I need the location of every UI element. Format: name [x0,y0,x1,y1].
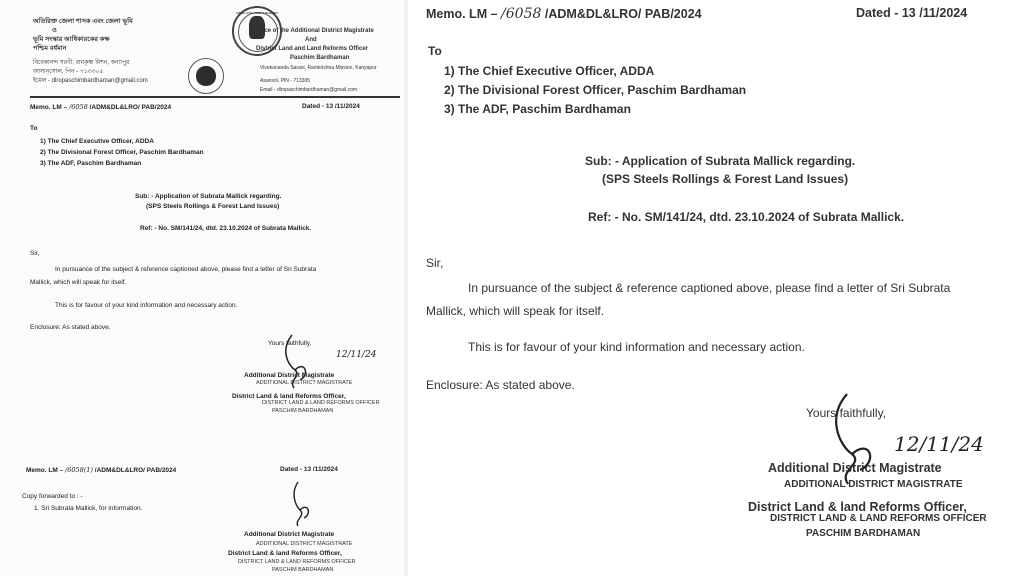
office-address: Vivekananda Sarani, Ramkrishna Mission, Kanyapur [260,65,377,71]
office-seal-text: Office of the ADM & DL&LRO [236,11,278,15]
zoom-recipient-3: 3) The ADF, Paschim Bardhaman [444,102,631,116]
copy-sign-title1: Additional District Magistrate [244,531,335,538]
copy-dated-value: 13 /11/2024 [303,466,338,473]
reference-line: Ref: - No. SM/141/24, dtd. 23.10.2024 of Subrata Mallick. [140,225,312,232]
copy-sign-title2: District Land & land Reforms Officer, [228,550,342,557]
sign-title1: Additional District Magistrate [244,372,335,379]
salutation: Sir, [30,250,40,257]
copy-memo-label: Memo. LM – [26,467,64,474]
zoom-closing: Yours faithfully, [806,406,887,420]
copy-dated-line [280,466,338,473]
zoom-dated-line [856,6,967,20]
zoom-subject-line1: Sub: - Application of Subrata Mallick regarding. [585,154,856,168]
sign-title2: District Land & land Reforms Officer, [232,393,346,400]
copy-stamp-line1: ADDITIONAL DISTRICT MAGISTRATE [256,541,353,547]
office-pin: Asansol, PIN - 713305 [260,78,311,84]
zoom-salutation: Sir, [426,256,444,270]
letterhead-rule [30,96,400,98]
copy-memo-suffix: /ADM&DL&LRO/ PAB/2024 [94,467,177,474]
stamp-line3: PASCHIM BARDHAMAN [272,408,334,414]
copy-item-1: 1. Sri Subrata Mallick, for information. [34,505,143,512]
office-line1: Office of the Additional District Magistrate [254,28,374,34]
memo-line [30,103,171,111]
zoom-stamp-line3: PASCHIM BARDHAMAN [806,528,921,539]
to-label: To [30,125,38,132]
zoom-body-paragraph1-cont: Mallick, which will speak for itself. [426,304,605,318]
zoom-enclosure: Enclosure: As stated above. [426,378,575,392]
subject-line2: (SPS Steels Rollings & Forest Land Issues) [146,203,280,210]
zoom-sign-title1: Additional District Magistrate [768,461,942,475]
zoom-memo-label: Memo. LM – [426,7,498,21]
office-email: Email - dlropaschimbardhaman@gmail.com [260,87,358,93]
zoom-sign-title2: District Land & land Reforms Officer, [748,500,967,514]
zoom-dated-value: 13 /11/2024 [901,6,968,20]
zoom-stamp-line2: DISTRICT LAND & LAND REFORMS OFFICER [770,513,987,524]
letter-scan-full [0,0,405,576]
zoom-reference-line: Ref: - No. SM/141/24, dtd. 23.10.2024 of Subrata Mallick. [588,210,905,224]
zoom-memo-line [426,6,702,22]
closing: Yours faithfully, [268,340,312,347]
bengali-address-line2: আসানসোল, পিন - ৭১৩৩০৫ [33,69,104,75]
stamp-line2: DISTRICT LAND & LAND REFORMS OFFICER [262,400,380,406]
copy-stamp-line2: DISTRICT LAND & LAND REFORMS OFFICER [238,559,356,565]
body-paragraph1-cont: Mallick, which will speak for itself. [30,279,127,286]
bengali-heading-line3: ভূমি সংস্কার আধিকারকের কক্ষ [33,36,110,43]
dated-value: 13 /11/2024 [325,103,360,110]
copy-stamp-line3: PASCHIM BARDHAMAN [272,567,334,573]
copy-forwarded-label: Copy forwarded to : - [22,493,83,500]
office-line2: And [305,37,317,43]
bengali-address-line1: বিবেকানন্দ সরণী, রামকৃষ্ণ মিশন, কন্যাপুর [33,60,130,66]
copy-signature-icon [282,478,322,528]
body-paragraph2: This is for favour of your kind information and necessary action. [55,302,238,309]
bengali-email: ইমেল - dlropaschimbardhaman@gmail.com [33,78,148,84]
zoom-body-paragraph1: In pursuance of the subject & reference captioned above, please find a letter of Sri Subrata [468,281,951,295]
enclosure: Enclosure: As stated above. [30,324,111,331]
zoom-body-paragraph2: This is for favour of your kind information and necessary action. [468,340,805,354]
dated-label: Dated - [302,103,325,110]
copy-memo-handwritten: /6058(1) [65,466,93,474]
state-emblem-icon [188,58,224,94]
subject-line1: Sub: - Application of Subrata Mallick regarding. [135,193,282,200]
zoom-to-label: To [428,44,442,58]
recipient-3: 3) The ADF, Paschim Bardhaman [40,160,142,167]
office-line3: District Land and Land Reforms Officer [256,46,369,52]
memo-number-handwritten: /6058 [69,103,88,111]
recipient-2: 2) The Divisional Forest Officer, Paschim Bardhaman [40,149,204,156]
office-line4: Paschim Bardhaman [290,55,350,61]
copy-memo-line [26,466,176,474]
zoom-memo-suffix: /ADM&DL&LRO/ PAB/2024 [544,7,702,21]
body-paragraph1: In pursuance of the subject & reference captioned above, please find a letter of Sri Subrata [55,266,317,273]
memo-label: Memo. LM – [30,104,68,111]
signature-date: 12/11/24 [336,350,377,360]
zoom-stamp-line1: ADDITIONAL DISTRICT MAGISTRATE [784,479,963,490]
bengali-heading-line4: পশ্চিম বর্ধমান [33,45,67,52]
stamp-line1: ADDITIONAL DISTRICT MAGISTRATE [256,380,353,386]
zoom-recipient-2: 2) The Divisional Forest Officer, Paschim Bardhaman [444,83,747,97]
memo-suffix: /ADM&DL&LRO/ PAB/2024 [89,104,172,111]
letter-scan-zoomed [408,0,1024,576]
zoom-signature-date: 12/11/24 [894,432,984,456]
zoom-recipient-1: 1) The Chief Executive Officer, ADDA [444,64,655,78]
zoom-memo-handwritten: /6058 [501,6,542,22]
zoom-dated-label: Dated - [856,6,899,20]
bengali-heading-line1: অতিরিক্ত জেলা শাসক এবং জেলা ভূমি [33,18,133,25]
dated-line [302,103,360,110]
bengali-heading-line2: ও [52,27,57,34]
zoom-subject-line2: (SPS Steels Rollings & Forest Land Issues) [602,172,849,186]
recipient-1: 1) The Chief Executive Officer, ADDA [40,138,154,145]
copy-dated-label: Dated - [280,466,303,473]
